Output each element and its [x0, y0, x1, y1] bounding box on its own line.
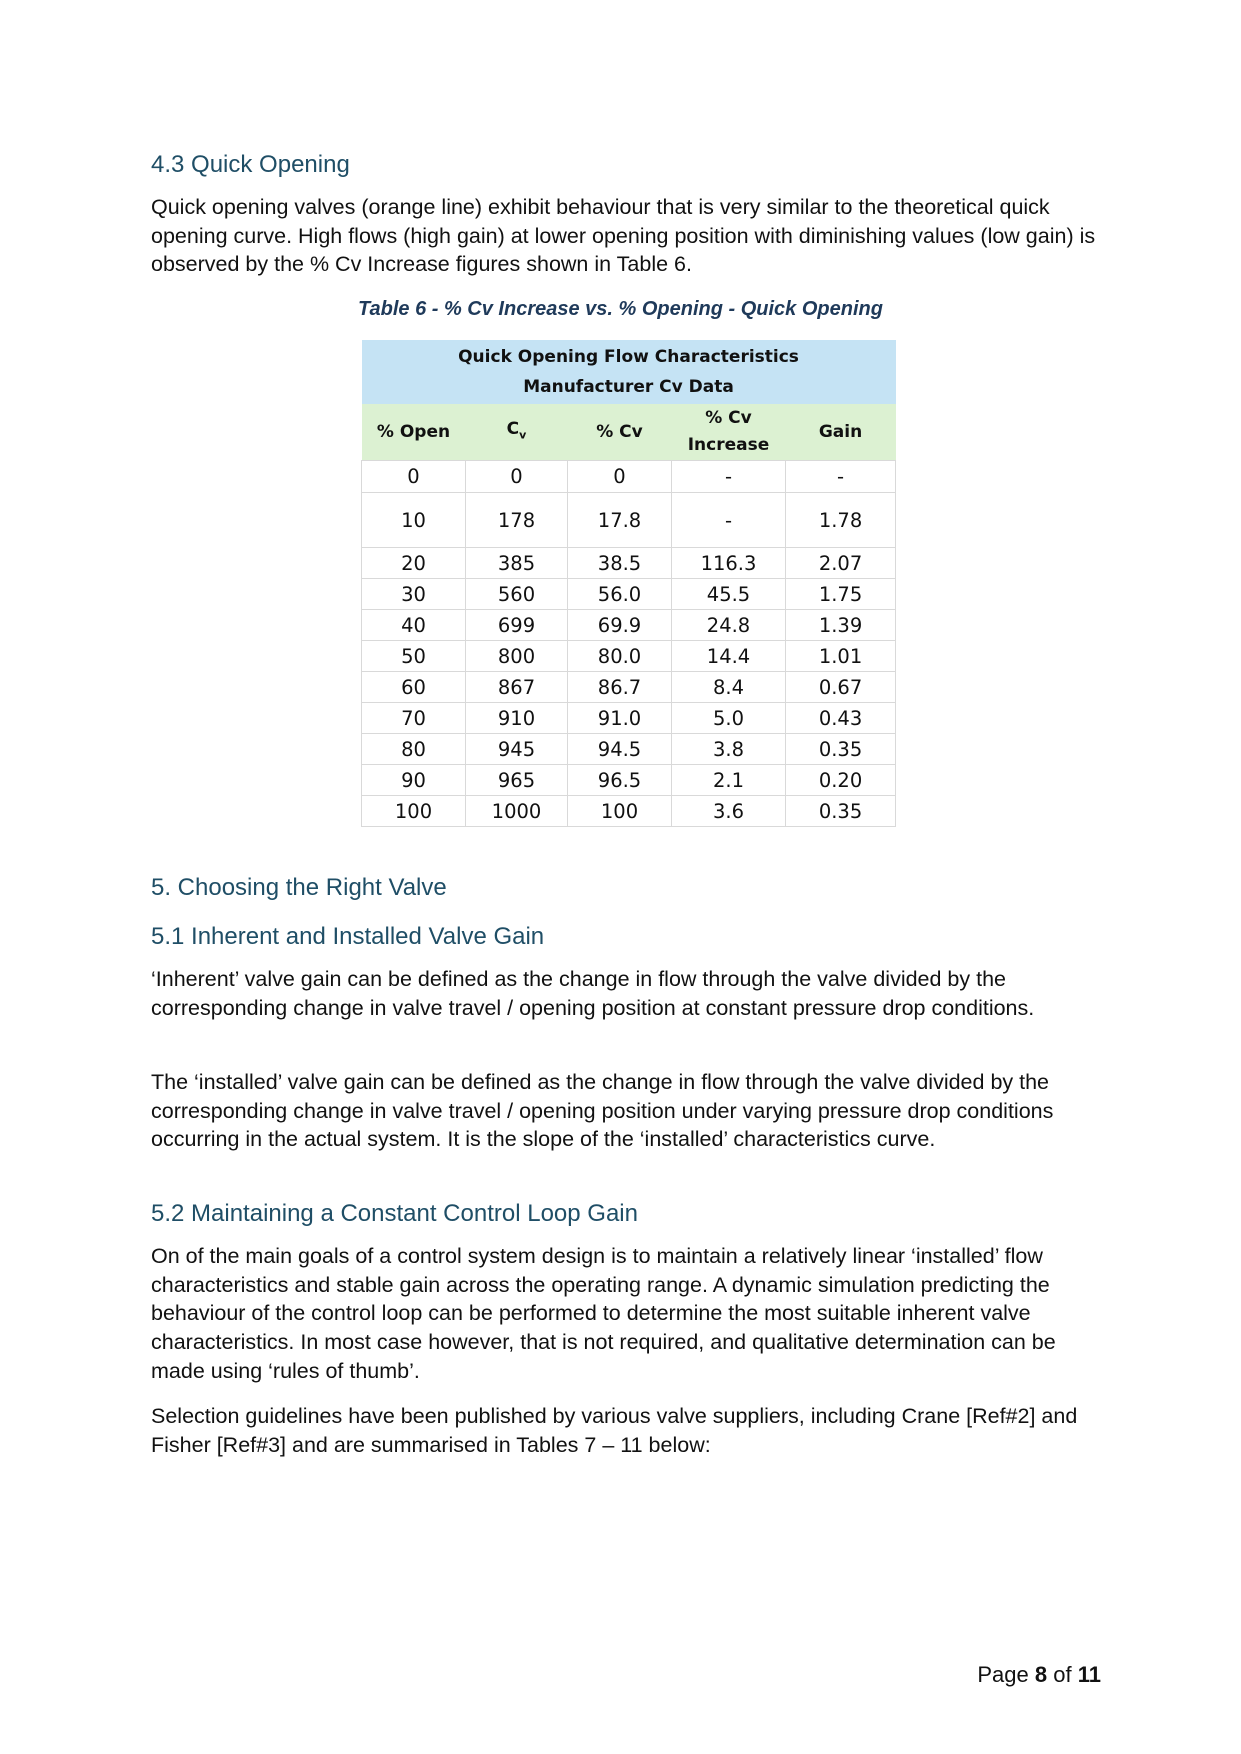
- cell-open: 90: [362, 765, 466, 796]
- cell-open: 30: [362, 579, 466, 610]
- cell-increase: 8.4: [672, 672, 786, 703]
- cell-gain: 1.01: [786, 641, 896, 672]
- cell-pct-cv: 100: [568, 796, 672, 827]
- table-row: [362, 734, 896, 765]
- cell-cv: 178: [466, 493, 568, 548]
- table-row: [362, 765, 896, 796]
- table-6-caption: Table 6 - % Cv Increase vs. % Opening - Quick Opening: [358, 298, 883, 320]
- section-heading-5-1: 5.1 Inherent and Installed Valve Gain: [151, 923, 545, 950]
- section-4-3-paragraph: Quick opening valves (orange line) exhibit behaviour that is very similar to the theoretical quick opening curve. High flows (high gain) at lower opening position with diminishing values (low gain) is observed by the % Cv Increase figures shown in Table 6.: [151, 195, 1096, 277]
- col-header-increase-line2: Increase: [687, 435, 770, 455]
- section-5-2-paragraph-1: On of the main goals of a control system design is to maintain a relatively linear ‘installed’ flow characteristics and stable gain across the operating range. A dynamic simulation predicting the behaviour of the control loop can be performed to determine the most suitable inherent valve characteristics. In most case however, that is not required, and qualitative determination can be made using ‘rules of thumb’.: [151, 1244, 1056, 1383]
- section-5-1-paragraph-2: The ‘installed’ valve gain can be defined as the change in flow through the valve divided by the corresponding change in valve travel / opening position under varying pressure drop conditions occurring in the actual system. It is the slope of the ‘installed’ characteristics curve.: [151, 1070, 1054, 1152]
- cell-pct-cv: 38.5: [568, 548, 672, 579]
- col-header-pct-cv: % Cv: [568, 404, 672, 461]
- quick-opening-table: [361, 340, 896, 827]
- cell-cv: 699: [466, 610, 568, 641]
- cell-open: 0: [362, 461, 466, 493]
- cell-open: 40: [362, 610, 466, 641]
- section-5-2-paragraph-2: Selection guidelines have been published by various valve suppliers, including Crane [Ref#2] and Fisher [Ref#3] and are summarised in Tables 7 – 11 below:: [151, 1404, 1078, 1457]
- col-header-cv-main: C: [506, 418, 520, 439]
- cell-pct-cv: 56.0: [568, 579, 672, 610]
- table-title-line1: Quick Opening Flow Characteristics: [458, 347, 799, 367]
- cell-pct-cv: 69.9: [568, 610, 672, 641]
- table-row: [362, 703, 896, 734]
- cell-gain: 1.78: [786, 493, 896, 548]
- cell-gain: 0.67: [786, 672, 896, 703]
- table-title: [362, 340, 896, 404]
- cell-gain: 0.35: [786, 796, 896, 827]
- cell-cv: 385: [466, 548, 568, 579]
- cell-gain: -: [786, 461, 896, 493]
- col-header-cv: [466, 404, 568, 461]
- table-row: [362, 610, 896, 641]
- cell-pct-cv: 80.0: [568, 641, 672, 672]
- cell-open: 60: [362, 672, 466, 703]
- table-row: [362, 579, 896, 610]
- cell-increase: 24.8: [672, 610, 786, 641]
- table-body: [362, 461, 896, 827]
- cell-cv: 560: [466, 579, 568, 610]
- cell-cv: 867: [466, 672, 568, 703]
- cell-cv: 1000: [466, 796, 568, 827]
- cell-gain: 1.39: [786, 610, 896, 641]
- cell-gain: 1.75: [786, 579, 896, 610]
- table-row: [362, 672, 896, 703]
- section-heading-4-3: 4.3 Quick Opening: [151, 151, 350, 178]
- cell-increase: 3.8: [672, 734, 786, 765]
- cell-cv: 910: [466, 703, 568, 734]
- table-row: [362, 641, 896, 672]
- cell-increase: 116.3: [672, 548, 786, 579]
- cell-increase: 45.5: [672, 579, 786, 610]
- col-header-increase: [672, 404, 786, 461]
- cell-increase: 2.1: [672, 765, 786, 796]
- cell-cv: 965: [466, 765, 568, 796]
- table-row: [362, 461, 896, 493]
- col-header-cv-sub: v: [519, 428, 527, 442]
- cell-cv: 945: [466, 734, 568, 765]
- footer-page-number: 8: [1034, 1662, 1048, 1687]
- cell-increase: 5.0: [672, 703, 786, 734]
- cell-pct-cv: 91.0: [568, 703, 672, 734]
- cell-open: 70: [362, 703, 466, 734]
- cell-increase: 3.6: [672, 796, 786, 827]
- footer-of-word: of: [1053, 1662, 1072, 1687]
- col-header-increase-line1: % Cv: [705, 408, 752, 428]
- cell-cv: 800: [466, 641, 568, 672]
- section-heading-5-2: 5.2 Maintaining a Constant Control Loop Gain: [151, 1200, 638, 1227]
- cell-gain: 2.07: [786, 548, 896, 579]
- table-title-line2: Manufacturer Cv Data: [523, 377, 734, 397]
- footer-page-word: Page: [977, 1662, 1029, 1687]
- cell-pct-cv: 0: [568, 461, 672, 493]
- col-header-open: % Open: [362, 404, 466, 461]
- cell-pct-cv: 96.5: [568, 765, 672, 796]
- cell-open: 50: [362, 641, 466, 672]
- cell-increase: 14.4: [672, 641, 786, 672]
- cell-pct-cv: 17.8: [568, 493, 672, 548]
- col-header-gain: Gain: [786, 404, 896, 461]
- cell-open: 20: [362, 548, 466, 579]
- cell-open: 80: [362, 734, 466, 765]
- cell-gain: 0.43: [786, 703, 896, 734]
- cell-increase: -: [672, 461, 786, 493]
- section-5-1-paragraph-1: ‘Inherent’ valve gain can be defined as the change in flow through the valve divided by the corresponding change in valve travel / opening position at constant pressure drop conditions.: [151, 967, 1035, 1020]
- cell-open: 100: [362, 796, 466, 827]
- cell-open: 10: [362, 493, 466, 548]
- cell-pct-cv: 86.7: [568, 672, 672, 703]
- page-footer: [900, 1662, 1101, 1688]
- cell-pct-cv: 94.5: [568, 734, 672, 765]
- cell-gain: 0.35: [786, 734, 896, 765]
- table-row: [362, 548, 896, 579]
- table-row: [362, 493, 896, 548]
- cell-increase: -: [672, 493, 786, 548]
- section-heading-5: 5. Choosing the Right Valve: [151, 874, 447, 901]
- footer-total-pages: 11: [1077, 1662, 1101, 1687]
- cell-cv: 0: [466, 461, 568, 493]
- cell-gain: 0.20: [786, 765, 896, 796]
- table-row: [362, 796, 896, 827]
